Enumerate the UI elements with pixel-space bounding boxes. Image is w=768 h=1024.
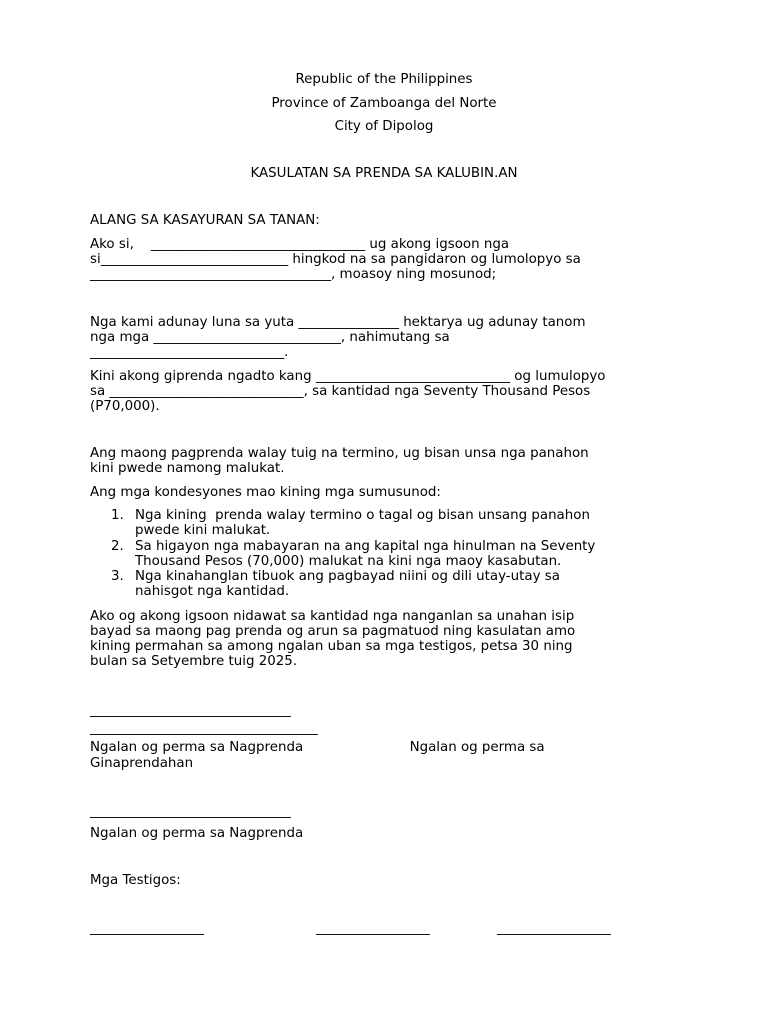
para3-line2: sa _____________________________, sa kantidad nga Seventy Thousand Pesos [90, 384, 591, 399]
para2-line2: nga mga ____________________________, nahimutang sa [90, 330, 450, 345]
condition-2-line1: Sa higayon nga mabayaran na ang kapital nga hinulman na Seventy [135, 539, 596, 554]
witness-signature-line: _________________ [90, 921, 204, 936]
header-city: City of Dipolog [334, 119, 434, 134]
document-title: KASULATAN SA PRENDA SA KALUBIN.AN [250, 166, 518, 181]
condition-3-line2: nahisgot nga kantidad. [135, 584, 290, 599]
condition-number: 2. [111, 539, 124, 554]
header-republic: Republic of the Philippines [295, 72, 473, 87]
para5-line1: Ako og akong igsoon nidawat sa kantidad nga nanganlan sa unahan isip [90, 609, 575, 624]
signature-line: __________________________________ [90, 721, 318, 736]
para5-line4: bulan sa Setyembre tuig 2025. [90, 654, 298, 669]
signature-labels: Ngalan og perma sa Nagprenda Ngalan og perma sa [90, 740, 545, 755]
signature-line: ______________________________ [90, 804, 291, 819]
salutation: ALANG SA KASAYURAN SA TANAN: [90, 213, 320, 228]
para4-line1: Ang maong pagprenda walay tuig na termino, ug bisan unsa nga panahon [90, 446, 589, 461]
witness-signature-line: _________________ [497, 921, 611, 936]
para1-line1: Ako si, ________________________________ ug akong igsoon nga [90, 237, 510, 252]
para5-line3: kining permahan sa among ngalan uban sa mga testigos, petsa 30 ning [90, 639, 573, 654]
conditions-intro: Ang mga kondesyones mao kining mga sumusunod: [90, 485, 441, 500]
para2-line3: _____________________________. [90, 345, 289, 360]
witnesses-heading: Mga Testigos: [90, 873, 181, 888]
para1-line3: ____________________________________, moasoy ning mosunod; [90, 267, 497, 282]
para3-line3: (P70,000). [90, 399, 160, 414]
header-province: Province of Zamboanga del Norte [271, 96, 497, 111]
para2-line1: Nga kami adunay luna sa yuta _______________ hektarya ug adunay tanom [90, 315, 586, 330]
para5-line2: bayad sa maong pag prenda og arun sa pagmatuod ning kasulatan amo [90, 624, 576, 639]
signature-label: Ngalan og perma sa Nagprenda [90, 826, 304, 841]
witness-signature-line: _________________ [316, 921, 430, 936]
condition-3-line1: Nga kinahanglan tibuok ang pagbayad niini og dili utay-utay sa [135, 569, 560, 584]
condition-number: 1. [111, 508, 124, 523]
signature-label-continued: Ginaprendahan [90, 756, 194, 771]
para3-line1: Kini akong giprenda ngadto kang _____________________________ og lumulopyo [90, 369, 606, 384]
para4-line2: kini pwede namong malukat. [90, 461, 285, 476]
condition-number: 3. [111, 569, 124, 584]
condition-1-line1: Nga kining prenda walay termino o tagal og bisan unsang panahon [135, 508, 590, 523]
condition-1-line2: pwede kini malukat. [135, 523, 271, 538]
signature-line: ______________________________ [90, 703, 291, 718]
condition-2-line2: Thousand Pesos (70,000) malukat na kini nga maoy kasabutan. [135, 554, 562, 569]
para1-line2: si____________________________ hingkod na sa pangidaron og lumolopyo sa [90, 252, 581, 267]
